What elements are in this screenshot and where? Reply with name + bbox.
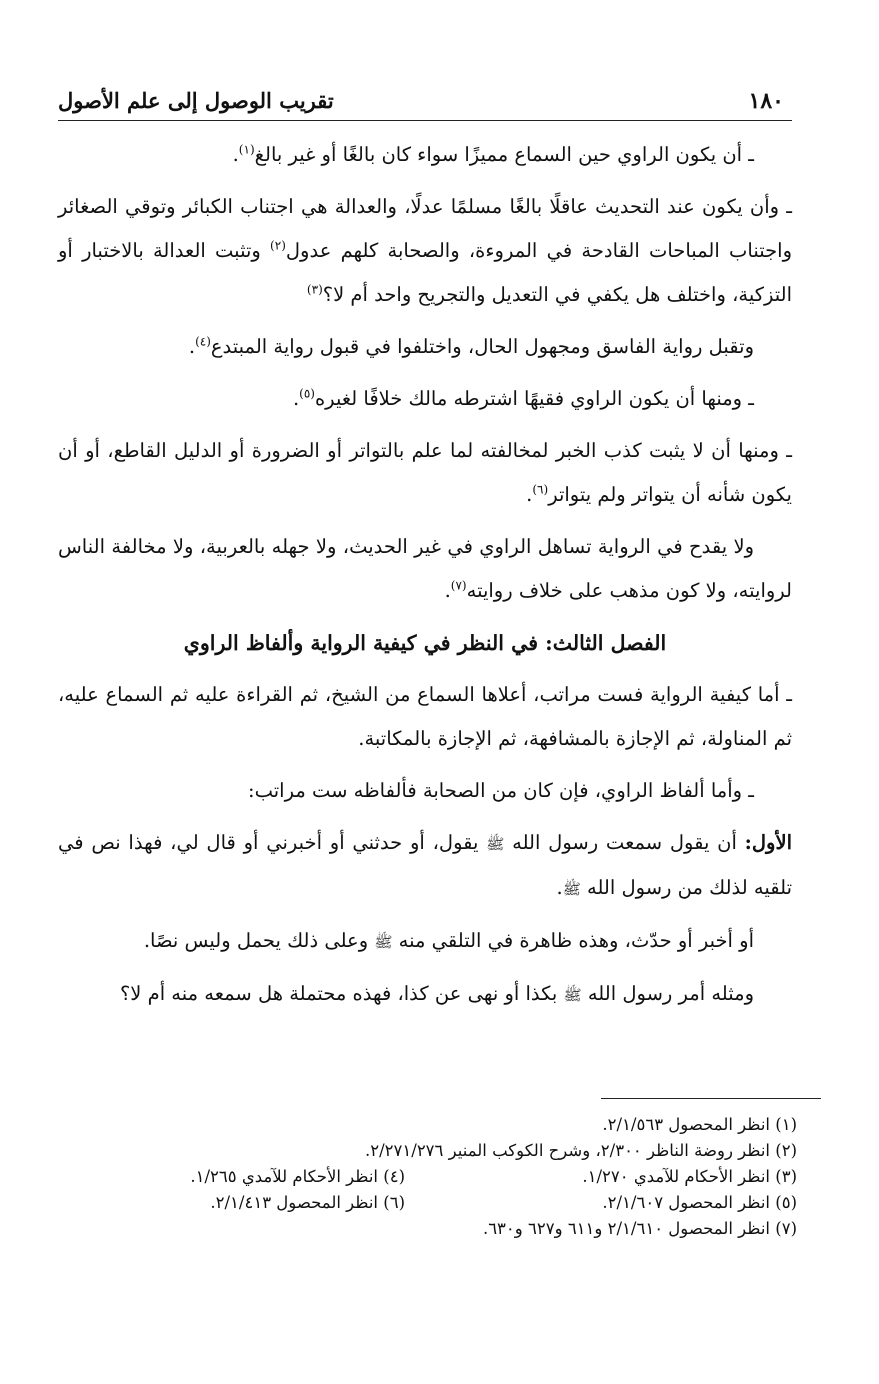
paragraph-end: . (292, 387, 300, 410)
paragraph-end: . (232, 143, 239, 166)
paragraph-text: يقول، أو حدثني أو أخبرني أو قال لي، فهذا نص في تلقيه لذلك من رسول الله (58, 831, 792, 899)
footnote: (٤) انظر الأحكام للآمدي ١/٢٦٥. (190, 1167, 405, 1186)
footnotes (87, 1112, 797, 1242)
paragraph-text: وتقبل رواية الفاسق ومجهول الحال، واختلفوا في قبول رواية المبتدع (210, 335, 754, 358)
paragraph-text: وعلى ذلك يحمل وليس نصًا. (143, 929, 375, 952)
paragraph-end: . (444, 579, 451, 602)
footnote: (٦) انظر المحصول ٢/١/٤١٣. (210, 1193, 405, 1212)
paragraph (58, 185, 792, 317)
paragraph (58, 919, 792, 964)
salutation-glyph: ﷺ (374, 933, 393, 951)
footnote-ref[interactable]: (٦) (532, 482, 549, 497)
paragraph-text: ومثله أمر رسول الله (581, 982, 754, 1005)
paragraph-end: . (556, 876, 563, 899)
paragraph-text: وتثبت العدالة بالاختبار أو التزكية، واختلف هل يكفي في التعديل والتجريح واحد أم لا؟ (58, 239, 792, 306)
paragraph (58, 525, 792, 613)
paragraph-end: . (526, 483, 533, 506)
footnote-ref[interactable]: (١) (238, 142, 255, 157)
running-header (58, 88, 792, 121)
paragraph (58, 325, 792, 369)
paragraph (58, 429, 792, 517)
footnote: (١) انظر المحصول ٢/١/٥٦٣. (602, 1115, 797, 1134)
main-text (58, 133, 792, 1017)
footnote-ref[interactable]: (٤) (195, 334, 211, 349)
footnote-ref[interactable]: (٢) (270, 238, 286, 253)
footnote-ref[interactable]: (٣) (306, 282, 323, 297)
paragraph (58, 133, 792, 177)
paragraph-text: ـ ومنها أن لا يثبت كذب الخبر لمخالفته لما علم بالتواتر أو الضرورة أو الدليل القاطع، أو أن يكون شأنه أن يتواتر ولم يتواتر (58, 439, 792, 506)
paragraph-text: ـ أن يكون الراوي حين السماع مميزًا سواء كان بالغًا أو غير بالغ (254, 143, 754, 166)
footnote-ref[interactable]: (٥) (299, 386, 315, 401)
book-page (58, 88, 792, 1017)
footnote-ref[interactable]: (٧) (450, 578, 467, 593)
footnote: (٥) انظر المحصول ٢/١/٦٠٧. (602, 1193, 797, 1212)
paragraph: ـ وأما ألفاظ الراوي، فإن كان من الصحابة فألفاظه ست مراتب: (248, 779, 754, 802)
paragraph-text: أو أخبر أو حدّث، وهذه ظاهرة في التلقي منه (392, 929, 754, 952)
paragraph (58, 972, 792, 1017)
footnote: (٢) انظر روضة الناظر ٢/٣٠٠، وشرح الكوكب المنير ٢/٢٧١/٢٧٦. (365, 1141, 797, 1160)
paragraph-end: . (188, 335, 196, 358)
footnote-separator (601, 1098, 821, 1099)
section-heading: الفصل الثالث: في النظر في كيفية الرواية وألفاظ الراوي (183, 631, 667, 655)
footnote-row (87, 1164, 797, 1190)
paragraph-text: ـ وأن يكون عند التحديث عاقلًا بالغًا مسلمًا عدلًا، والعدالة هي اجتناب الكبائر وتوقي الصغائر واجتناب المباحات القادحة في المروءة، والصحابة كلهم عدول (58, 195, 792, 262)
salutation-glyph: ﷺ (562, 880, 581, 898)
salutation-glyph: ﷺ (486, 835, 505, 853)
footnote: (٣) انظر الأحكام للآمدي ١/٢٧٠. (582, 1167, 797, 1186)
paragraph: ـ أما كيفية الرواية فست مراتب، أعلاها السماع من الشيخ، ثم القراءة عليه ثم السماع عليه، ثم المناولة، ثم الإجازة بالمشافهة، ثم الإجازة بالمكاتبة. (58, 683, 792, 750)
paragraph (58, 821, 792, 911)
paragraph-text: بكذا أو نهى عن كذا، فهذه محتملة هل سمعه منه أم لا؟ (119, 982, 564, 1005)
paragraph-text: ـ ومنها أن يكون الراوي فقيهًا اشترطه مالك خلافًا لغيره (314, 387, 754, 410)
rank-label: الأول: (744, 831, 792, 854)
paragraph-text: ولا يقدح في الرواية تساهل الراوي في غير الحديث، ولا جهله بالعربية، ولا مخالفة الناس لروايته، ولا كون مذهب على خلاف روايته (58, 535, 792, 602)
footnote-row (87, 1190, 797, 1216)
paragraph (58, 377, 792, 421)
paragraph-text: أن يقول سمعت رسول الله (504, 831, 745, 854)
footnote: (٧) انظر المحصول ٢/١/٦١٠ و٦١١ و٦٢٧ و٦٣٠. (482, 1219, 797, 1238)
salutation-glyph: ﷺ (563, 986, 582, 1004)
page-number: ١٨٠ (748, 88, 784, 114)
book-title: تقريب الوصول إلى علم الأصول (58, 88, 334, 113)
